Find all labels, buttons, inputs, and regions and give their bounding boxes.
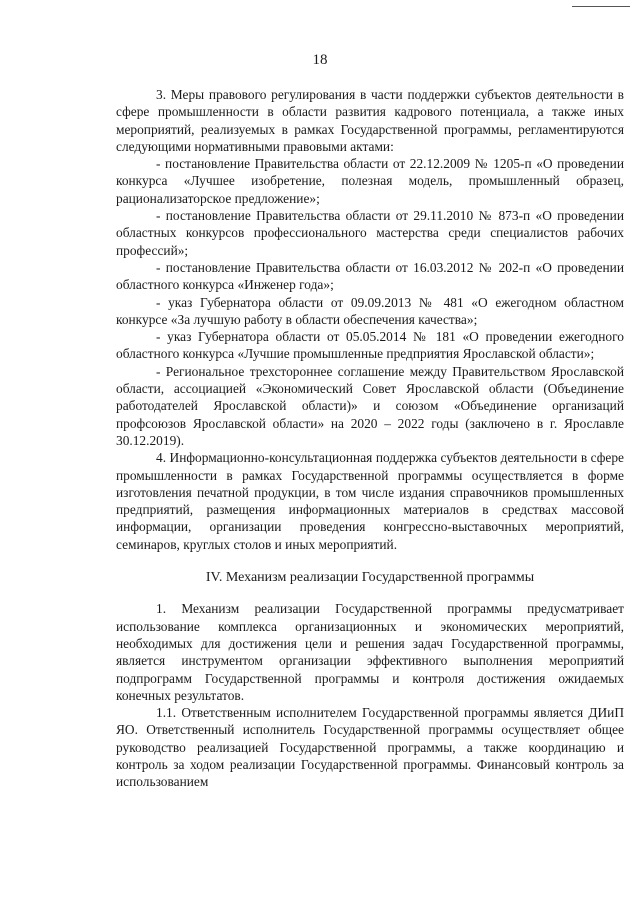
list-item-tripartite-agreement: - Региональное трехстороннее соглашение между Правительством Ярославской области, ассоциацией «Экономический Совет Ярославской области (Объединение работодателей Ярославской области)» и союзом «Объединение организаций профсоюзов Ярославской области» на 2020 – 2022 годы (заключено в г. Ярославле 30.12.2019). [116, 363, 624, 448]
list-item-resolution-873: - постановление Правительства области от 29.11.2010 № 873-п «О проведении областных конкурсов профессионального мастерства среди специалистов рабочих профессий»; [116, 208, 624, 258]
paragraph-responsible-executor: 1.1. Ответственным исполнителем Государственной программы является ДИиП ЯО. Ответственный исполнитель Государственной программы осуществляет общее руководство реализацией Государственной программы, а также координацию и контроль за ходом реализации Государственной программы. Финансовый контроль за использованием [116, 705, 624, 790]
section-heading: IV. Механизм реализации Государственной программы [205, 570, 535, 586]
paragraph-information-support: 4. Информационно-консультационная поддержка субъектов деятельности в сфере промышленности в рамках Государственной программы осуществляется в форме изготовления печатной продукции, в том числе издания справочников промышленных предприятий, размещения информационных материалов в средствах массовой информации, организации проведения конгрессно-выставочных мероприятий, семинаров, круглых столов и иных мероприятий. [116, 450, 624, 552]
list-item-decree-181: - указ Губернатора области от 05.05.2014 № 181 «О проведении ежегодного областного конкурса «Лучшие промышленные предприятия Ярославской области»; [116, 329, 624, 362]
document-body [116, 86, 624, 791]
list-item-resolution-202: - постановление Правительства области от 16.03.2012 № 202-п «О проведении областного конкурса «Инженер года»; [116, 259, 624, 293]
paragraph-legal-regulation: 3. Меры правового регулирования в части поддержки субъектов деятельности в сфере промышленности в области развития кадрового потенциала, а также иных мероприятий, реализуемых в рамках Государственной программы, регламентируются следующими нормативными правовыми актами: [116, 87, 624, 154]
list-item-decree-481: - указ Губернатора области от 09.09.2013 № 481 «О ежегодном областном конкурсе «За лучшую работу в области обеспечения качества»; [116, 294, 624, 327]
paragraph-mechanism: 1. Механизм реализации Государственной программы предусматривает использование комплекса организационных и экономических мероприятий, необходимых для достижения цели и решения задач Государственной программы, является инструментом организации эффективного выполнения мероприятий подпрограмм Государственной программы и контроля достижения ожидаемых конечных результатов. [116, 601, 624, 703]
list-item-resolution-1205: - постановление Правительства области от 22.12.2009 № 1205-п «О проведении конкурса «Лучшее изобретение, полезная модель, промышленный образец, рационализаторское предложение»; [116, 156, 624, 206]
page-number: 18 [312, 52, 328, 68]
scan-edge-mark [572, 6, 630, 7]
